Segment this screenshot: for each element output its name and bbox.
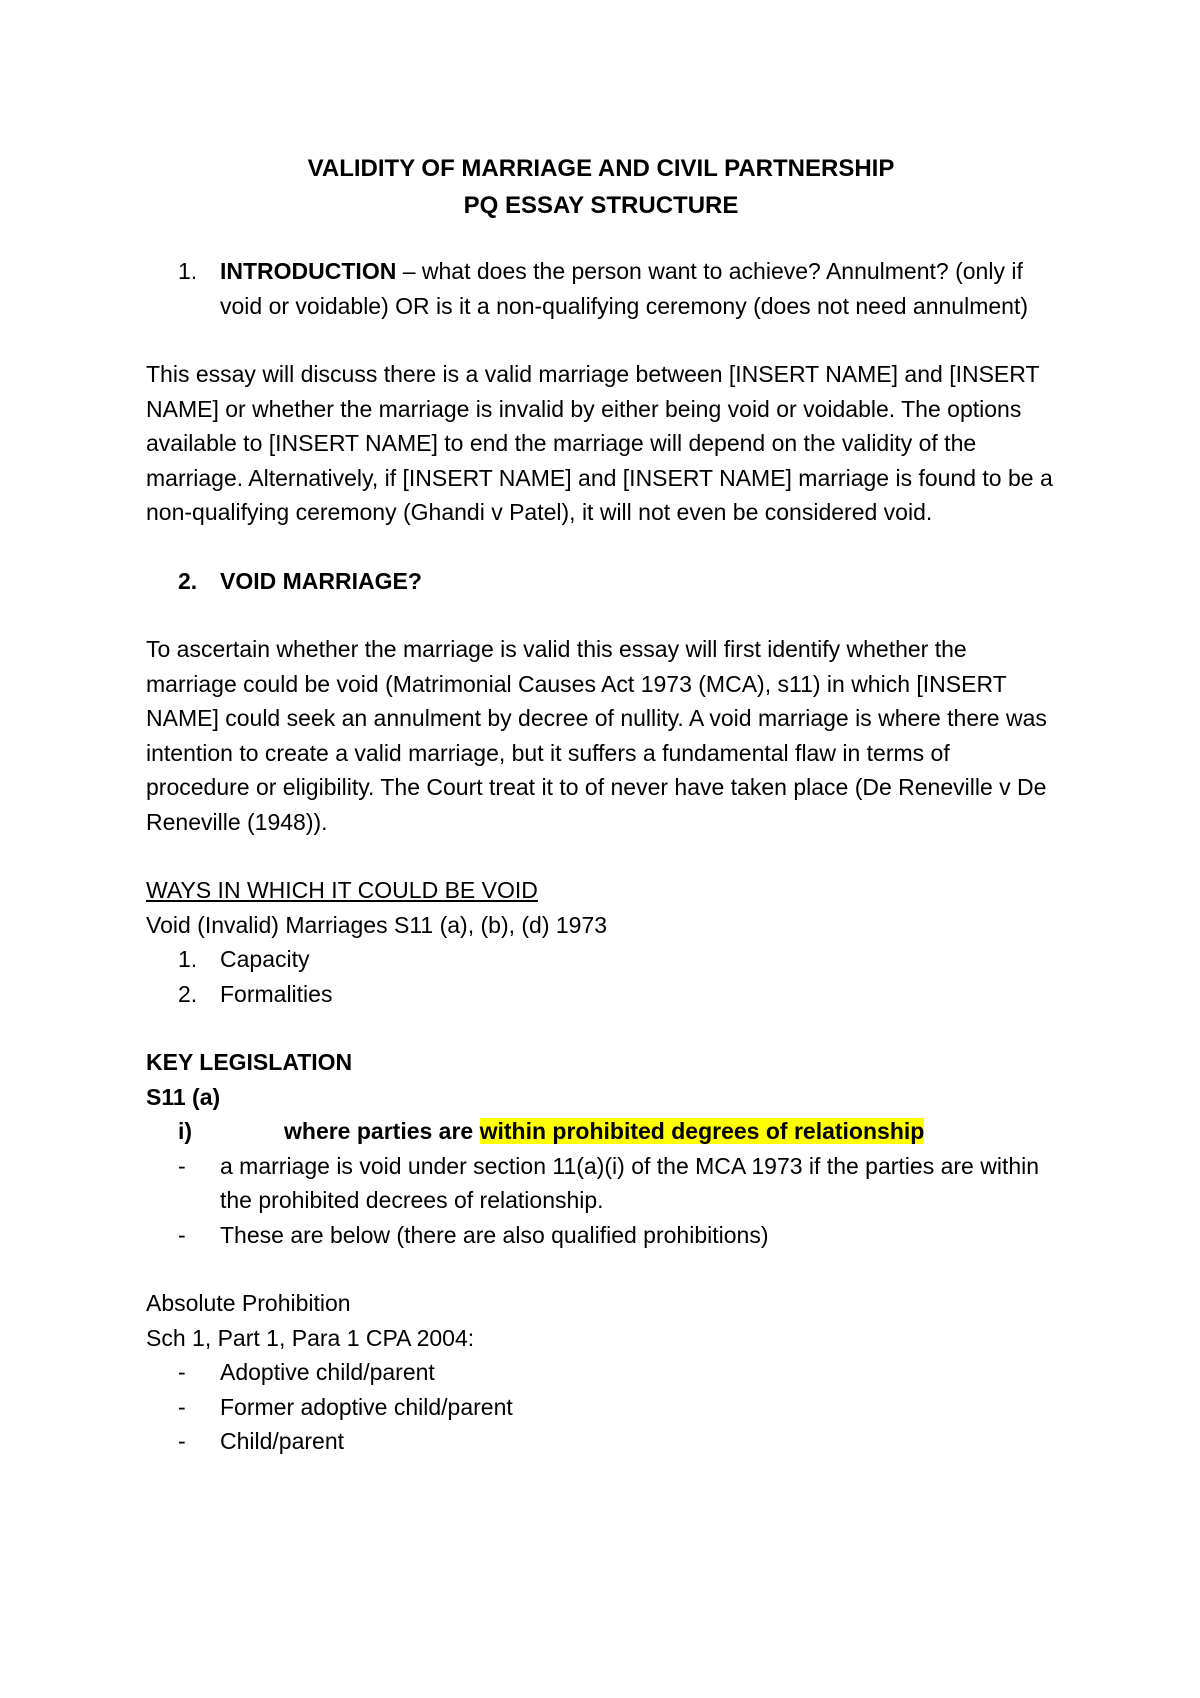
document-content [146,150,1056,1459]
section-void-marriage [146,564,1056,599]
bullet-text: These are below (there are also qualified prohibitions) [220,1221,769,1248]
bullet-text: Child/parent [220,1428,345,1454]
section-introduction [146,254,1056,323]
bullet-text: Former adoptive child/parent [220,1393,513,1420]
roman-text [284,1114,924,1149]
ways-heading: WAYS IN WHICH IT COULD BE VOID [146,877,538,903]
absolute-heading: Absolute Prohibition [146,1290,351,1316]
dash-marker: - [178,1393,186,1420]
absolute-source: Sch 1, Part 1, Para 1 CPA 2004: [146,1324,475,1351]
bullet-text: a marriage is void under section 11(a)(i) of the MCA 1973 if the parties are within the prohibited decrees of relationship. [220,1152,1040,1213]
section-heading: VOID MARRIAGE? [220,567,422,594]
void-paragraph: To ascertain whether the marriage is valid this essay will first identify whether the marriage could be void (Matrimonial Causes Act 1973 (MCA), s11) in which [INSERT NAME] could seek an annulment by decree of nullity. A void marriage is where there was intention to create a valid marriage, but it suffers a fundamental flaw in terms of procedure or eligibility. The Court treat it to of never have taken place (De Reneville v De Reneville (1948)). [146,636,1047,835]
ways-list [146,942,1056,1011]
roman-numeral: i) [178,1118,193,1144]
dash-marker: - [178,1428,186,1454]
dash-marker: - [178,1221,186,1248]
section-number: 2. [178,567,198,594]
bullet-item [146,1218,1056,1253]
bullet-item [146,1355,1056,1390]
legislation-heading: KEY LEGISLATION [146,1049,353,1075]
list-item [146,942,1056,977]
dash-marker: - [178,1152,186,1179]
title-block [146,150,1056,224]
list-item-label: Formalities [220,980,333,1007]
legislation-section: S11 (a) [146,1083,221,1110]
document-title: VALIDITY OF MARRIAGE AND CIVIL PARTNERSHIP [307,155,895,182]
list-item-number: 1. [178,946,198,972]
section-body [220,254,1056,323]
section-text: – what does the person want to achieve? Annulment? (only if void or voidable) OR is it a non-qualifying ceremony (does not need annulment) [220,258,1028,319]
intro-paragraph: This essay will discuss there is a valid marriage between [INSERT NAME] and [INSERT NAME] or whether the marriage is invalid by either being void or voidable. The options available to [INSERT NAME] to end the marriage will depend on the validity of the marriage. Alternatively, if [INSERT NAME] and [INSERT NAME] marriage is found to be a non-qualifying ceremony (Ghandi v Patel), it will not even be considered void. [146,361,1053,525]
list-item-number: 2. [178,980,198,1007]
list-item-label: Capacity [220,946,310,972]
bullet-item [146,1390,1056,1425]
bullet-text: Adoptive child/parent [220,1359,435,1385]
section-heading: INTRODUCTION [220,258,397,284]
bullet-item [146,1149,1056,1218]
dash-marker: - [178,1359,186,1385]
highlighted-text: within prohibited degrees of relationship [479,1118,925,1144]
roman-item [146,1114,1056,1149]
bullet-item [146,1424,1056,1459]
ways-subheading: Void (Invalid) Marriages S11 (a), (b), (d) 1973 [146,911,608,938]
section-number: 1. [178,258,198,284]
document-subtitle: PQ ESSAY STRUCTURE [463,192,739,219]
roman-text-plain: where parties are [284,1118,480,1144]
list-item [146,977,1056,1012]
